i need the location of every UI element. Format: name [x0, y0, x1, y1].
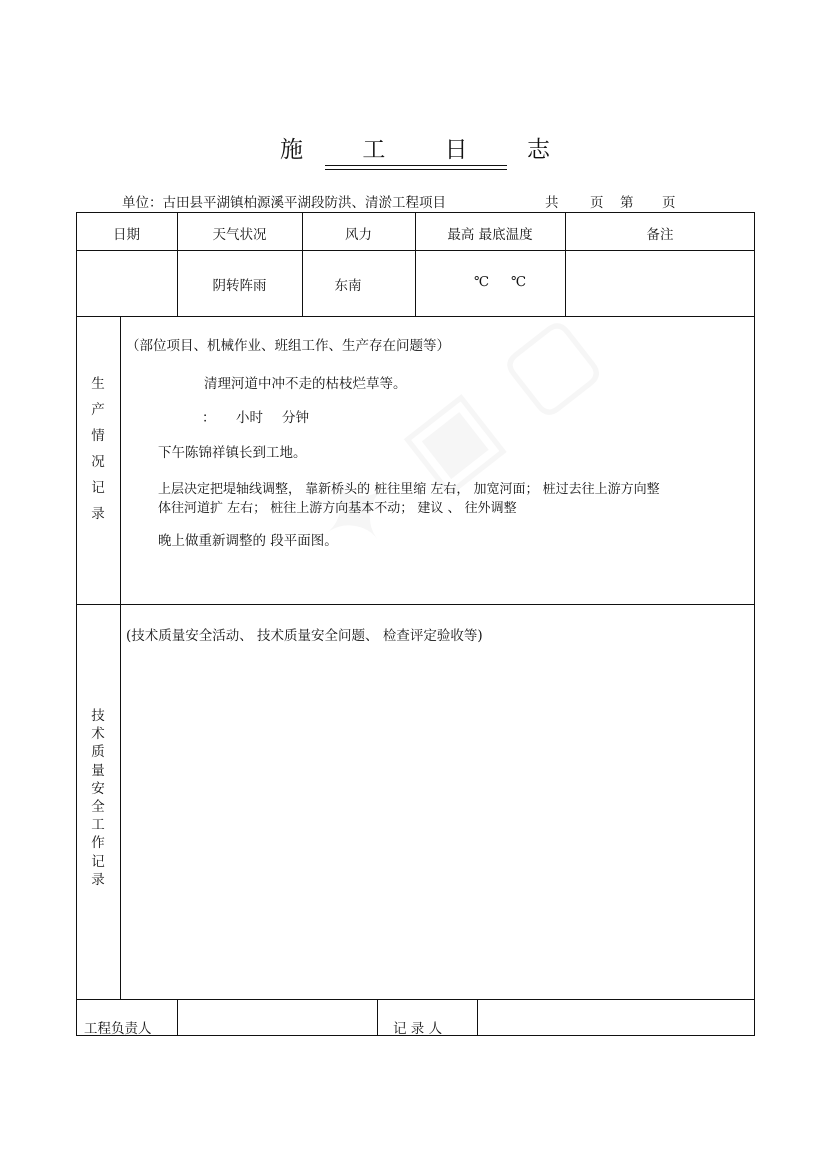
production-line: 上层决定把堤轴线调整， 靠新桥头的 桩往里缩 左右， 加宽河面； 桩过去往上游方向整: [158, 482, 660, 497]
header-weather: 天气状况: [212, 227, 267, 243]
pages-label: 页: [590, 195, 604, 211]
label-char: 生: [91, 376, 105, 392]
footer-col-divider: [377, 999, 378, 1036]
label-char: 况: [91, 454, 105, 470]
label-char: 录: [91, 506, 105, 522]
label-char: 技: [91, 708, 105, 724]
temp-high-unit: ℃: [474, 274, 490, 290]
header-wind: 风力: [345, 227, 372, 243]
quality-section-label: [88, 710, 108, 892]
label-char: 工: [91, 817, 105, 834]
label-char: 产: [91, 402, 105, 418]
header-temperature: 最高 最底温度: [447, 227, 533, 243]
total-pages-label: 共: [545, 195, 559, 211]
production-section-label: [88, 378, 108, 534]
label-char: 术: [91, 726, 105, 743]
label-char: 记: [91, 853, 105, 870]
label-char: 录: [91, 871, 105, 888]
recorder-value[interactable]: [484, 1017, 748, 1033]
wind-value[interactable]: 东南: [334, 278, 362, 294]
production-line: 下午陈锦祥镇长到工地。: [158, 445, 307, 461]
row-divider: [76, 316, 755, 317]
temp-low-unit: ℃: [511, 274, 527, 290]
manager-label: 工程负责人: [84, 1021, 152, 1037]
unit-label: 单位：古田县平湖镇柏源溪平湖段防洪、清淤工程项目: [122, 195, 446, 211]
header-note: 备注: [646, 227, 674, 243]
footer-col-divider: [477, 999, 478, 1036]
weather-value[interactable]: 阴转阵雨: [212, 278, 267, 294]
time-minute-label: 分钟: [282, 410, 309, 426]
footer-col-divider: [177, 999, 178, 1036]
recorder-label: 记 录 人: [393, 1021, 443, 1037]
label-char: 全: [91, 798, 105, 815]
title-underline-top: [325, 165, 507, 166]
label-char: 安: [91, 780, 105, 797]
production-line: 体往河道扩 左右； 桩往上游方向基本不动； 建议 、 往外调整: [158, 501, 517, 516]
label-char: 作: [91, 835, 105, 852]
label-char: 质: [91, 744, 105, 761]
production-line: 晚上做重新调整的 段平面图。: [158, 533, 338, 549]
quality-hint: (技术质量安全活动、 技术质量安全问题、 检查评定验收等): [126, 628, 483, 644]
label-char: 情: [91, 428, 105, 444]
production-hint: （部位项目、机械作业、班组工作、生产存在问题等）: [126, 338, 450, 354]
time-colon: ：: [202, 410, 216, 426]
page-no-label: 第: [620, 195, 634, 211]
production-line: 清理河道中冲不走的枯枝烂草等。: [204, 376, 407, 392]
header-date: 日期: [113, 227, 140, 243]
section-label-divider: [120, 316, 121, 999]
label-char: 量: [91, 762, 105, 779]
manager-value[interactable]: [184, 1017, 370, 1033]
section-divider: [76, 604, 755, 605]
title-underline-bottom: [325, 169, 507, 170]
label-char: 记: [91, 480, 105, 496]
page-title: 施 工 日 志: [280, 137, 576, 163]
page-suffix-label: 页: [662, 195, 676, 211]
time-hour-label: 小时: [236, 410, 263, 426]
